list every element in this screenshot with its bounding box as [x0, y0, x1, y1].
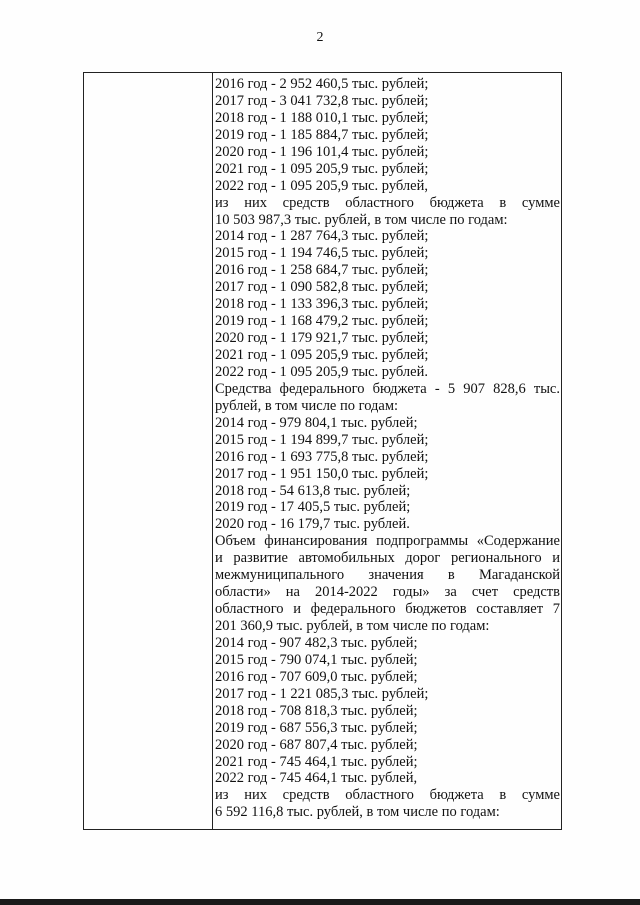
text-line: Средства федерального бюджета - 5 907 828,6 тыс. [215, 380, 560, 397]
text-line: 2022 год - 1 095 205,9 тыс. рублей, [215, 177, 428, 194]
table-right-cell [215, 76, 560, 821]
text-line: 2022 год - 1 095 205,9 тыс. рублей. [215, 363, 428, 380]
text-line: 2018 год - 1 188 010,1 тыс. рублей; [215, 109, 429, 126]
text-line: 2016 год - 707 609,0 тыс. рублей; [215, 668, 418, 685]
text-line: 2014 год - 1 287 764,3 тыс. рублей; [215, 228, 429, 245]
text-line: 2019 год - 687 556,3 тыс. рублей; [215, 719, 418, 736]
text-line: 2020 год - 687 807,4 тыс. рублей; [215, 736, 418, 753]
text-line: 2021 год - 1 095 205,9 тыс. рублей; [215, 347, 429, 363]
text-line: 2018 год - 1 133 396,3 тыс. рублей; [215, 296, 429, 313]
text-line: 10 503 987,3 тыс. рублей, в том числе по годам: [215, 211, 508, 228]
text-line: 2022 год - 745 464,1 тыс. рублей, [215, 770, 418, 787]
table-left-cell [84, 73, 213, 829]
text-line: 2014 год - 907 482,3 тыс. рублей; [215, 634, 418, 651]
text-line: 2021 год - 1 095 205,9 тыс. рублей; [215, 160, 429, 177]
text-line: 2018 год - 54 613,8 тыс. рублей; [215, 482, 411, 499]
text-line: 2017 год - 1 221 085,3 тыс. рублей; [215, 685, 429, 702]
text-line: 2021 год - 745 464,1 тыс. рублей; [215, 753, 418, 770]
text-line: 2017 год - 1 951 150,0 тыс. рублей; [215, 465, 429, 482]
text-line: 2018 год - 708 818,3 тыс. рублей; [215, 702, 418, 719]
text-line: 2020 год - 1 196 101,4 тыс. рублей; [215, 143, 429, 160]
text-line: 2015 год - 1 194 746,5 тыс. рублей; [215, 245, 429, 262]
scan-bottom-edge [0, 899, 640, 905]
page-number: 2 [316, 30, 324, 45]
text-line: рублей, в том числе по годам: [215, 397, 399, 414]
text-line: из них средств областного бюджета в сумме [215, 194, 560, 211]
text-line: 2014 год - 979 804,1 тыс. рублей; [215, 414, 418, 431]
text-line: межмуниципального значения в Магаданской [215, 567, 560, 584]
text-line: 2019 год - 1 185 884,7 тыс. рублей; [215, 126, 429, 143]
text-line: 2015 год - 790 074,1 тыс. рублей; [215, 651, 418, 668]
text-line: областного и федерального бюджетов составляет 7 [215, 601, 560, 618]
text-line: 2020 год - 1 179 921,7 тыс. рублей; [215, 330, 429, 347]
text-line: 2017 год - 3 041 732,8 тыс. рублей; [215, 92, 429, 109]
text-line: 2019 год - 17 405,5 тыс. рублей; [215, 499, 411, 516]
text-line: Объем финансирования подпрограммы «Содержание [215, 533, 560, 550]
text-line: 2020 год - 16 179,7 тыс. рублей. [215, 516, 410, 533]
text-line: из них средств областного бюджета в сумме [215, 787, 560, 804]
text-line: и развитие автомобильных дорог регионального и [215, 550, 560, 567]
document-table [83, 72, 562, 830]
text-line: 201 360,9 тыс. рублей, в том числе по годам: [215, 618, 490, 634]
text-line: 2019 год - 1 168 479,2 тыс. рублей; [215, 313, 429, 330]
text-line: 2017 год - 1 090 582,8 тыс. рублей; [215, 279, 429, 296]
text-line: 2016 год - 1 258 684,7 тыс. рублей; [215, 262, 429, 279]
text-line: 6 592 116,8 тыс. рублей, в том числе по годам: [215, 804, 500, 821]
text-line: области» на 2014-2022 годы» за счет средств [215, 584, 560, 601]
text-line: 2016 год - 1 693 775,8 тыс. рублей; [215, 448, 429, 465]
text-line: 2015 год - 1 194 899,7 тыс. рублей; [215, 431, 429, 448]
text-line: 2016 год - 2 952 460,5 тыс. рублей; [215, 76, 429, 92]
